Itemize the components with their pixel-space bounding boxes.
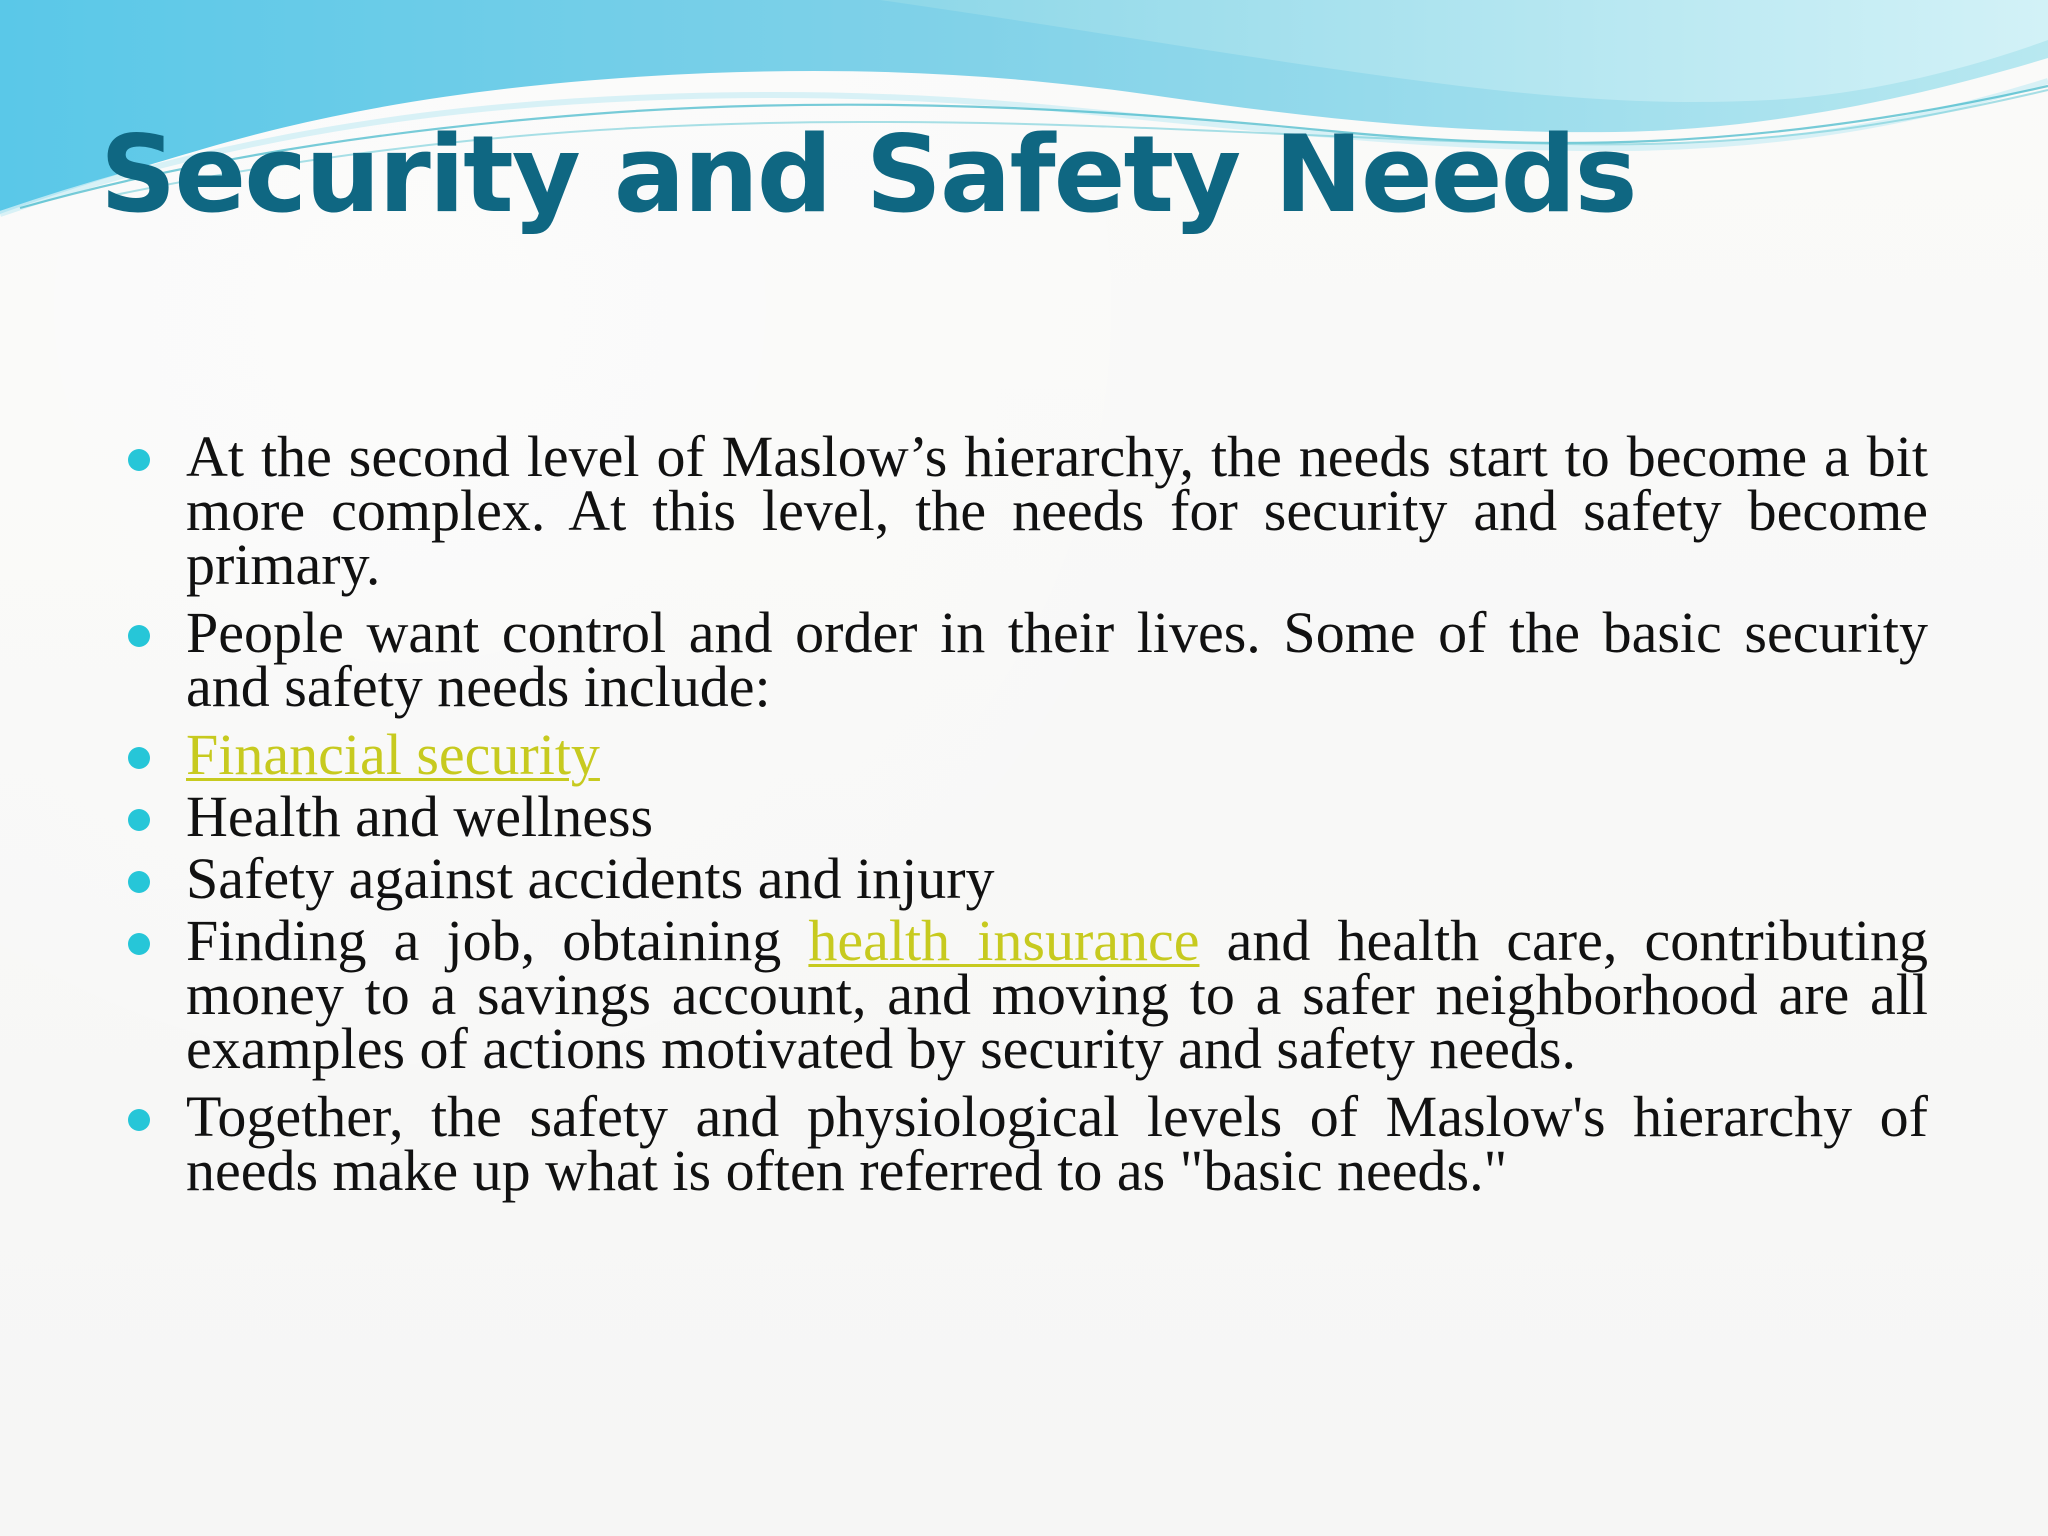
bullet-icon — [128, 809, 150, 831]
bullet-item-1 — [128, 424, 1928, 597]
bullet-text-2: People want control and order in their lives. Some of the basic security and safety needs include: — [186, 600, 1928, 719]
financial-security-link[interactable]: Financial security — [186, 722, 600, 787]
slide-title: Security and Safety Needs — [100, 113, 1636, 236]
bullet-text-5: Safety against accidents and injury — [186, 846, 995, 911]
bullet-item-7 — [128, 1084, 1928, 1203]
bullet-icon — [128, 625, 150, 647]
health-insurance-link[interactable]: health insurance — [808, 908, 1200, 973]
bullet-list — [128, 424, 1928, 1212]
bullet-text-4: Health and wellness — [186, 784, 654, 849]
bullet-item-5 — [128, 846, 1928, 911]
bullet-item-3 — [128, 722, 1928, 787]
bullet-item-6 — [128, 908, 1928, 1081]
bullet-icon — [128, 449, 150, 471]
bullet-icon — [128, 1109, 150, 1131]
bullet-item-4 — [128, 784, 1928, 849]
bullet-text-6-suffix: and health care, contributing money to a savings account, and moving to a safer neighborhood are all examples of actions motivated by security and safety needs. — [186, 908, 1928, 1081]
bullet-text-1: At the second level of Maslow’s hierarchy, the needs start to become a bit more complex. At this level, the needs for security and safety become primary. — [186, 424, 1928, 597]
bullet-item-2 — [128, 600, 1928, 719]
bullet-text-7: Together, the safety and physiological levels of Maslow's hierarchy of needs make up what is often referred to as "basic needs." — [186, 1084, 1928, 1203]
bullet-icon — [128, 933, 150, 955]
bullet-icon — [128, 871, 150, 893]
bullet-icon — [128, 747, 150, 769]
bullet-text-6-prefix: Finding a job, obtaining — [186, 908, 809, 973]
